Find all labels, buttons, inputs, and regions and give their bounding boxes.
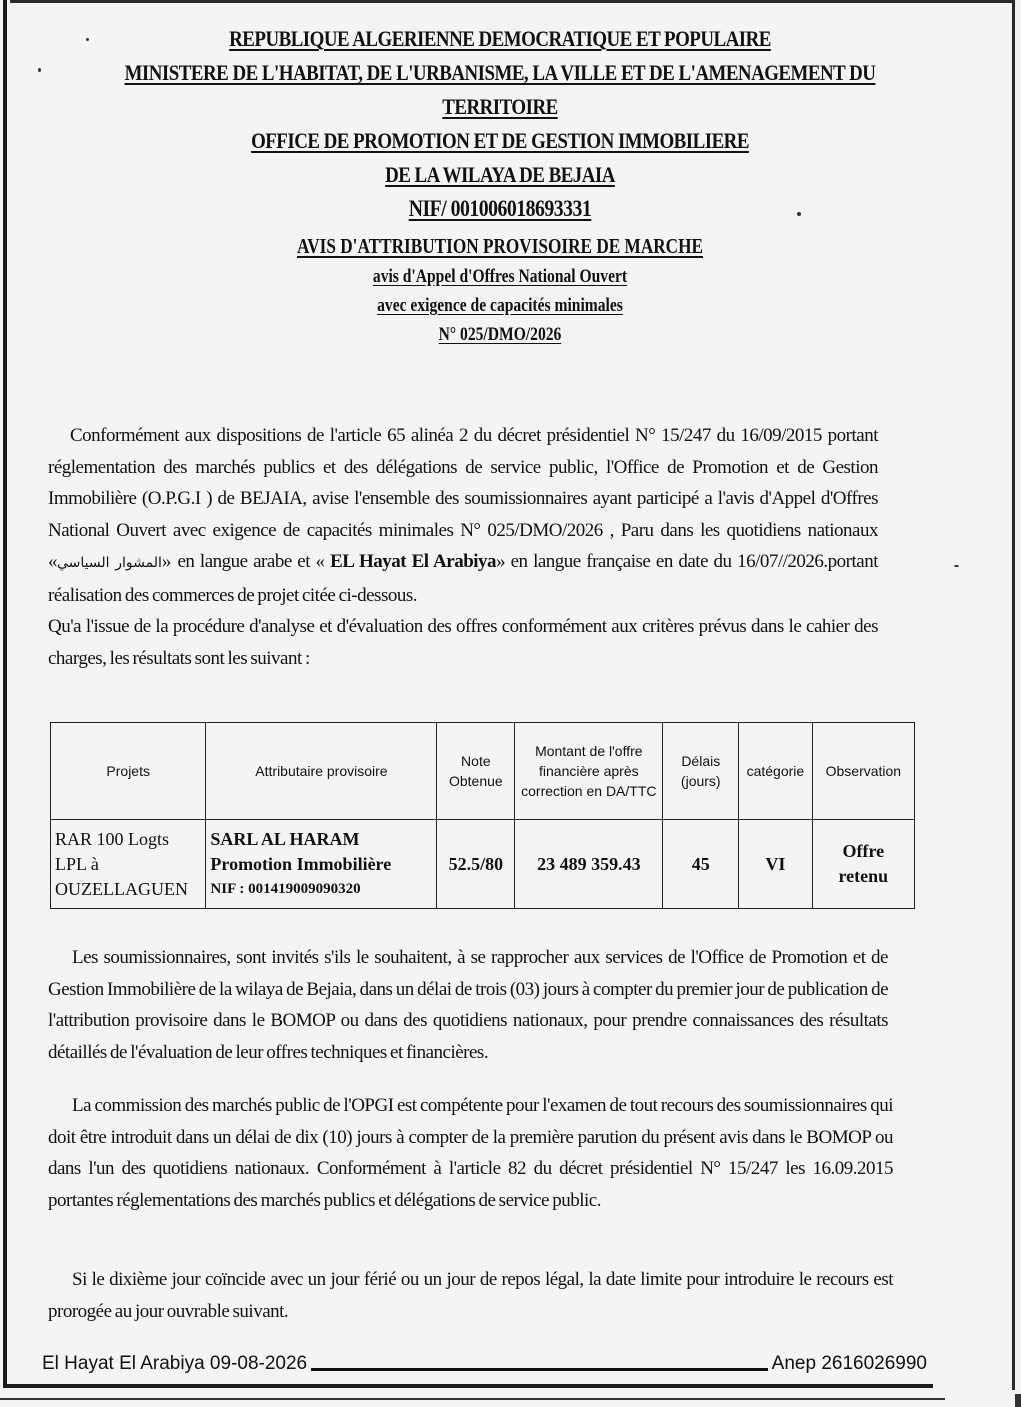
col-note: Note Obtenue (437, 723, 515, 820)
wilaya-line: DE LA WILAYA DE BEJAIA (385, 162, 615, 187)
notice-page (20, 22, 980, 349)
publication-source: El Hayat El Arabiya 09-08-2026 (42, 1353, 308, 1374)
ministry-line-2: TERRITOIRE (442, 94, 558, 119)
publication-footer (42, 1353, 927, 1375)
attributaire-name: SARL AL HARAM (210, 828, 360, 849)
office-nif: NIF/ 001006018693331 (408, 196, 592, 221)
consultation-paragraph (48, 942, 888, 1068)
scan-speck (954, 565, 959, 567)
cell-note: 52.5/80 (437, 820, 515, 909)
cell-projet: RAR 100 Logts LPL à OUZELLAGUEN (51, 820, 206, 909)
page-right-border (1012, 0, 1015, 1390)
cell-categorie: VI (739, 820, 813, 909)
page-bottom-border (3, 1384, 933, 1388)
office-line: OFFICE DE PROMOTION ET DE GESTION IMMOBILIERE (251, 128, 749, 153)
page-bottom-border-outer (0, 1398, 945, 1400)
cell-observation: Offre retenu (812, 820, 914, 909)
french-newspaper-name: EL Hayat El Arabiya (324, 551, 497, 572)
cell-attributaire (206, 820, 437, 909)
page-left-border (3, 0, 7, 1387)
cell-montant: 23 489 359.43 (515, 820, 663, 909)
table-header-row (51, 723, 915, 820)
page-corner-mark (1015, 1394, 1021, 1407)
appeal-paragraph (48, 1090, 893, 1216)
cell-delais: 45 (663, 820, 739, 909)
results-table (50, 722, 915, 909)
intro-text (48, 420, 878, 674)
col-categorie: catégorie (739, 723, 813, 820)
deadline-paragraph (48, 1264, 893, 1327)
notice-subtitle-2: avec exigence de capacités minimales (377, 295, 623, 316)
intro-part-1: Conformément aux dispositions de l'article 65 alinéa 2 du décret présidentiel N° 15/247 du 16/09/2015 portant réglementation des marchés publics et des délégations de service public, l'Office de Promotion et de Gestion Immobilière (O.P.G.I ) de BEJAIA, avise l'ensemble des soumissionnaires ayant participé a l'avis d'Appel d'Offres National Ouvert avec exigence de capacités minimales N° 025/DMO/2026 , Paru dans les quotidiens nationaux « (48, 425, 878, 572)
attributaire-type: Promotion Immobilière (210, 853, 392, 874)
arabic-newspaper-name: المشوار السياسي (57, 555, 162, 571)
footer-rule (311, 1368, 768, 1371)
deadline-text: Si le dixième jour coïncide avec un jour férié ou un jour de repos légal, la date limite pour introduire le recours est prorogée au jour ouvrable suivant. (48, 1269, 893, 1322)
notice-title: AVIS D'ATTRIBUTION PROVISOIRE DE MARCHE (296, 234, 704, 258)
anep-reference: Anep 2616026990 (771, 1353, 927, 1374)
intro-part-2: » en langue arabe et « (161, 551, 325, 572)
page-top-border (10, 0, 1012, 3)
republic-line: REPUBLIQUE ALGERIENNE DEMOCRATIQUE ET POPULAIRE (229, 26, 771, 51)
ministry-line: MINISTERE DE L'HABITAT, DE L'URBANISME, LA VILLE ET DE L'AMENAGEMENT DU (124, 60, 876, 85)
ministry-header (87, 22, 913, 226)
appeal-text: La commission des marchés public de l'OPGI est compétente pour l'examen de tout recours des soumissionnaires qui doit être introduit dans un délai de dix (10) jours à compter de la première parution du présent avis dans le BOMOP ou dans l'un des quotidiens nationaux. Conformément à l'article 82 du décret présidentiel N° 15/247 les 16.09.2015 portantes réglementations des marchés publics et délégations de service public. (48, 1095, 893, 1211)
attributaire-nif: NIF : 001419009090320 (210, 880, 361, 897)
col-projets: Projets (51, 723, 206, 820)
notice-title-block (106, 230, 893, 349)
notice-subtitle-1: avis d'Appel d'Offres National Ouvert (372, 266, 628, 287)
intro-part-3: » en langue française en date du 16/07//2026.portant réalisation des commerces de projet citée ci-dessous. (48, 551, 879, 606)
intro-paragraph-2: Qu'a l'issue de la procédure d'analyse et d'évaluation des offres conformément aux critères prévus dans le cahier des charges, les résultats sont les suivant : (48, 616, 878, 669)
col-delais: Délais (jours) (663, 723, 739, 820)
col-observation: Observation (812, 723, 914, 820)
consultation-text: Les soumissionnaires, sont invités s'ils le souhaitent, à se rapprocher aux services de l'Office de Promotion et de Gestion Immobilière de la wilaya de Bejaia, dans un délai de trois (03) jours à compter du premier jour de publication de l'attribution provisoire dans le BOMOP ou dans des quotidiens nationaux, pour prendre connaissances des résultats détaillés de l'évaluation de leur offres techniques et financières. (48, 947, 888, 1063)
intro-paragraph (48, 420, 878, 611)
col-attributaire: Attributaire provisoire (206, 723, 437, 820)
col-montant: Montant de l'offre financière après correction en DA/TTC (515, 723, 663, 820)
notice-number: N° 025/DMO/2026 (438, 324, 562, 345)
table-row (51, 820, 915, 909)
